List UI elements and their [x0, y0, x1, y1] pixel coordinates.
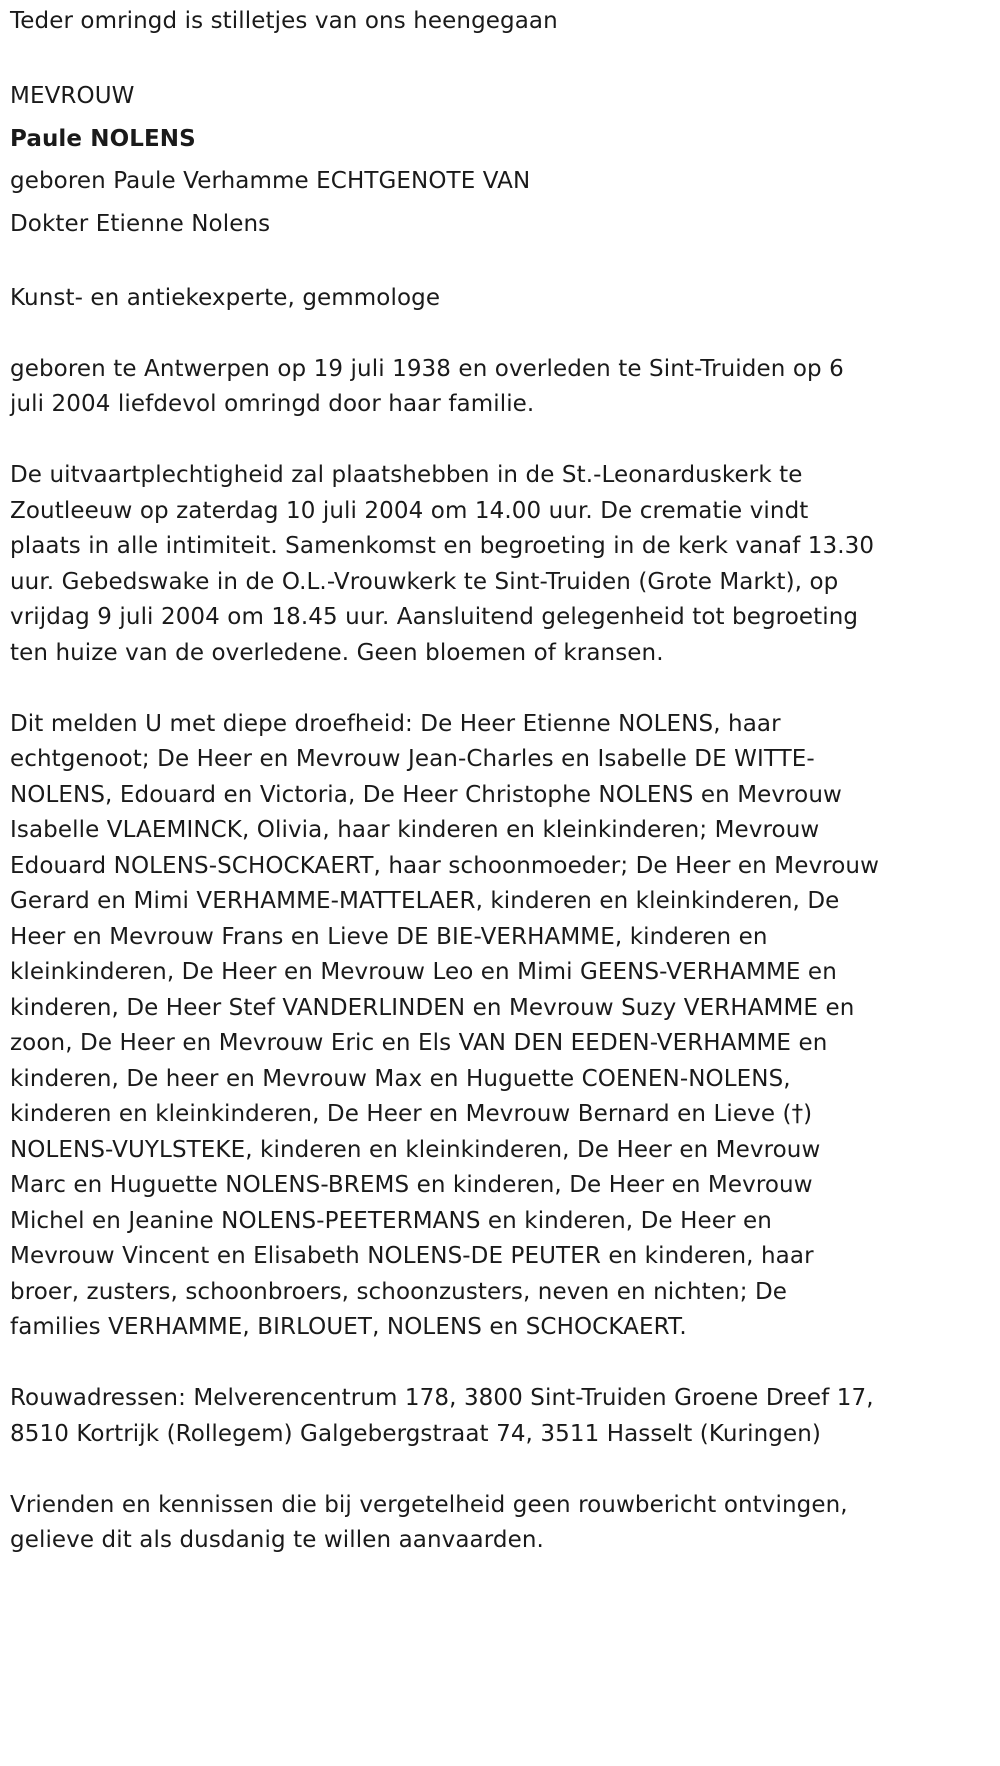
- honorific: MEVROUW: [10, 83, 135, 109]
- family-paragraph: Dit melden U met diepe droefheid: De Heer Etienne NOLENS, haar echtgenoot; De Heer en Mevrouw Jean-Charles en Isabelle DE WITTE-NOLENS, Edouard en Victoria, De Heer Christophe NOLENS en Mevrouw Isabelle VLAEMINCK, Olivia, haar kinderen en kleinkinderen; Mevrouw Edouard NOLENS-SCHOCKAERT, haar schoonmoeder; De Heer en Mevrouw Gerard en Mimi VERHAMME-MATTELAER, kinderen en kleinkinderen, De Heer en Mevrouw Frans en Lieve DE BIE-VERHAMME, kinderen en kleinkinderen, De Heer en Mevrouw Leo en Mimi GEENS-VERHAMME en kinderen, De Heer Stef VANDERLINDEN en Mevrouw Suzy VERHAMME en zoon, De Heer en Mevrouw Eric en Els VAN DEN EEDEN-VERHAMME en kinderen, De heer en Mevrouw Max en Huguette COENEN-NOLENS, kinderen en kleinkinderen, De Heer en Mevrouw Bernard en Lieve (†) NOLENS-VUYLSTEKE, kinderen en kleinkinderen, De Heer en Mevrouw Marc en Huguette NOLENS-BREMS en kinderen, De Heer en Mevrouw Michel en Jeanine NOLENS-PEETERMANS en kinderen, De Heer en Mevrouw Vincent en Elisabeth NOLENS-DE PEUTER en kinderen, haar broer, zusters, schoonbroers, schoonzusters, neven en nichten; De families VERHAMME, BIRLOUET, NOLENS en SCHOCKAERT.: [10, 710, 879, 1340]
- spacer: [10, 1452, 880, 1488]
- closing-paragraph: Vrienden en kennissen die bij vergetelheid geen rouwbericht ontvingen, gelieve dit als dusdanig te willen aanvaarden.: [10, 1491, 848, 1553]
- deceased-header: [10, 75, 880, 245]
- spacer: [10, 671, 880, 707]
- addresses-paragraph: Rouwadressen: Melverencentrum 178, 3800 Sint-Truiden Groene Dreef 17, 8510 Kortrijk (Rollegem) Galgebergstraat 74, 3511 Hasselt (Kuringen): [10, 1385, 874, 1447]
- spouse-line: Dokter Etienne Nolens: [10, 210, 271, 237]
- spacer: [10, 316, 880, 352]
- spacer: [10, 245, 880, 281]
- profession-line: Kunst- en antiekexperte, gemmologe: [10, 284, 441, 311]
- intro-line: Teder omringd is stilletjes van ons heengegaan: [10, 8, 558, 34]
- spacer: [10, 423, 880, 459]
- ceremony-paragraph: De uitvaartplechtigheid zal plaatshebben in de St.-Leonarduskerk te Zoutleeuw op zaterdag 10 juli 2004 om 14.00 uur. De crematie vindt plaats in alle intimiteit. Samenkomst en begroeting in de kerk vanaf 13.30 uur. Gebedswake in de O.L.-Vrouwkerk te Sint-Truiden (Grote Markt), op vrijdag 9 juli 2004 om 18.45 uur. Aansluitend gelegenheid tot begroeting ten huize van de overledene. Geen bloemen of kransen.: [10, 462, 875, 666]
- deceased-name: Paule NOLENS: [10, 125, 196, 152]
- spacer: [10, 1346, 880, 1382]
- obituary-notice: [10, 4, 880, 1559]
- spacer: [10, 40, 880, 76]
- born-as-line: geboren Paule Verhamme ECHTGENOTE VAN: [10, 168, 531, 194]
- birth-death-paragraph: geboren te Antwerpen op 19 juli 1938 en overleden te Sint-Truiden op 6 juli 2004 liefdevol omringd door haar familie.: [10, 355, 844, 417]
